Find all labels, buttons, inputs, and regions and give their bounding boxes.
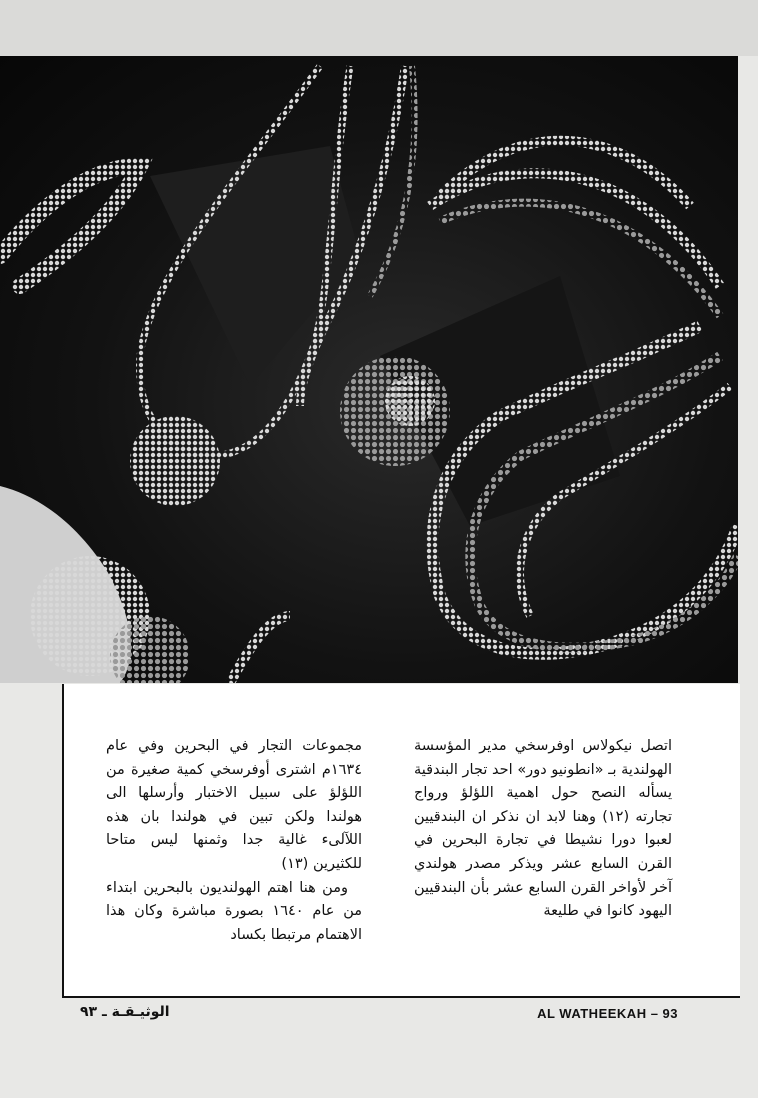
pearl-necklaces-photo (0, 56, 738, 683)
article-paragraph: ومن هنا اهتم الهولنديون بالبحرين ابتداء من عام ١٦٤٠ بصورة مباشرة وكان هذا الاهتمام مرتبطا بكساد (106, 879, 363, 943)
article-text-box (62, 684, 740, 998)
article-column-right (414, 735, 672, 924)
article-column-left (106, 735, 362, 947)
pearl-necklaces-image (0, 56, 738, 683)
english-page-number: AL WATHEEKAH – 93 (537, 1006, 678, 1021)
page-top-margin (0, 0, 758, 56)
arabic-page-number: الوثيـقـة ـ ٩٣ (80, 1004, 170, 1020)
article-paragraph: اتصل نيكولاس اوفرسخي مدير المؤسسة الهولندية بـ «انطونيو دور» احد تجار البندقية يسأله النصح حول اهمية اللؤلؤ ورواج تجارته (١٢) وهنا لابد ان نذكر ان البندقيين لعبوا دورا نشيطا في تجارة البحرين في القرن السابع عشر ويذكر مصدر هولندي آخر لأواخر القرن السابع عشر بأن البندقيين اليهود كانوا في طليعة (414, 738, 672, 920)
article-paragraph: مجموعات التجار في البحرين وفي عام ١٦٣٤م اشترى أوفرسخي كمية صغيرة من اللؤلؤ على سبيل الاختبار وأرسلها الى هولندا ولكن تبين في هولندا بان هذه اللآلىء غالية جدا وثمنها ليس متاحا للكثيرين (١٣) (106, 738, 362, 872)
page-footer (0, 1004, 758, 1024)
